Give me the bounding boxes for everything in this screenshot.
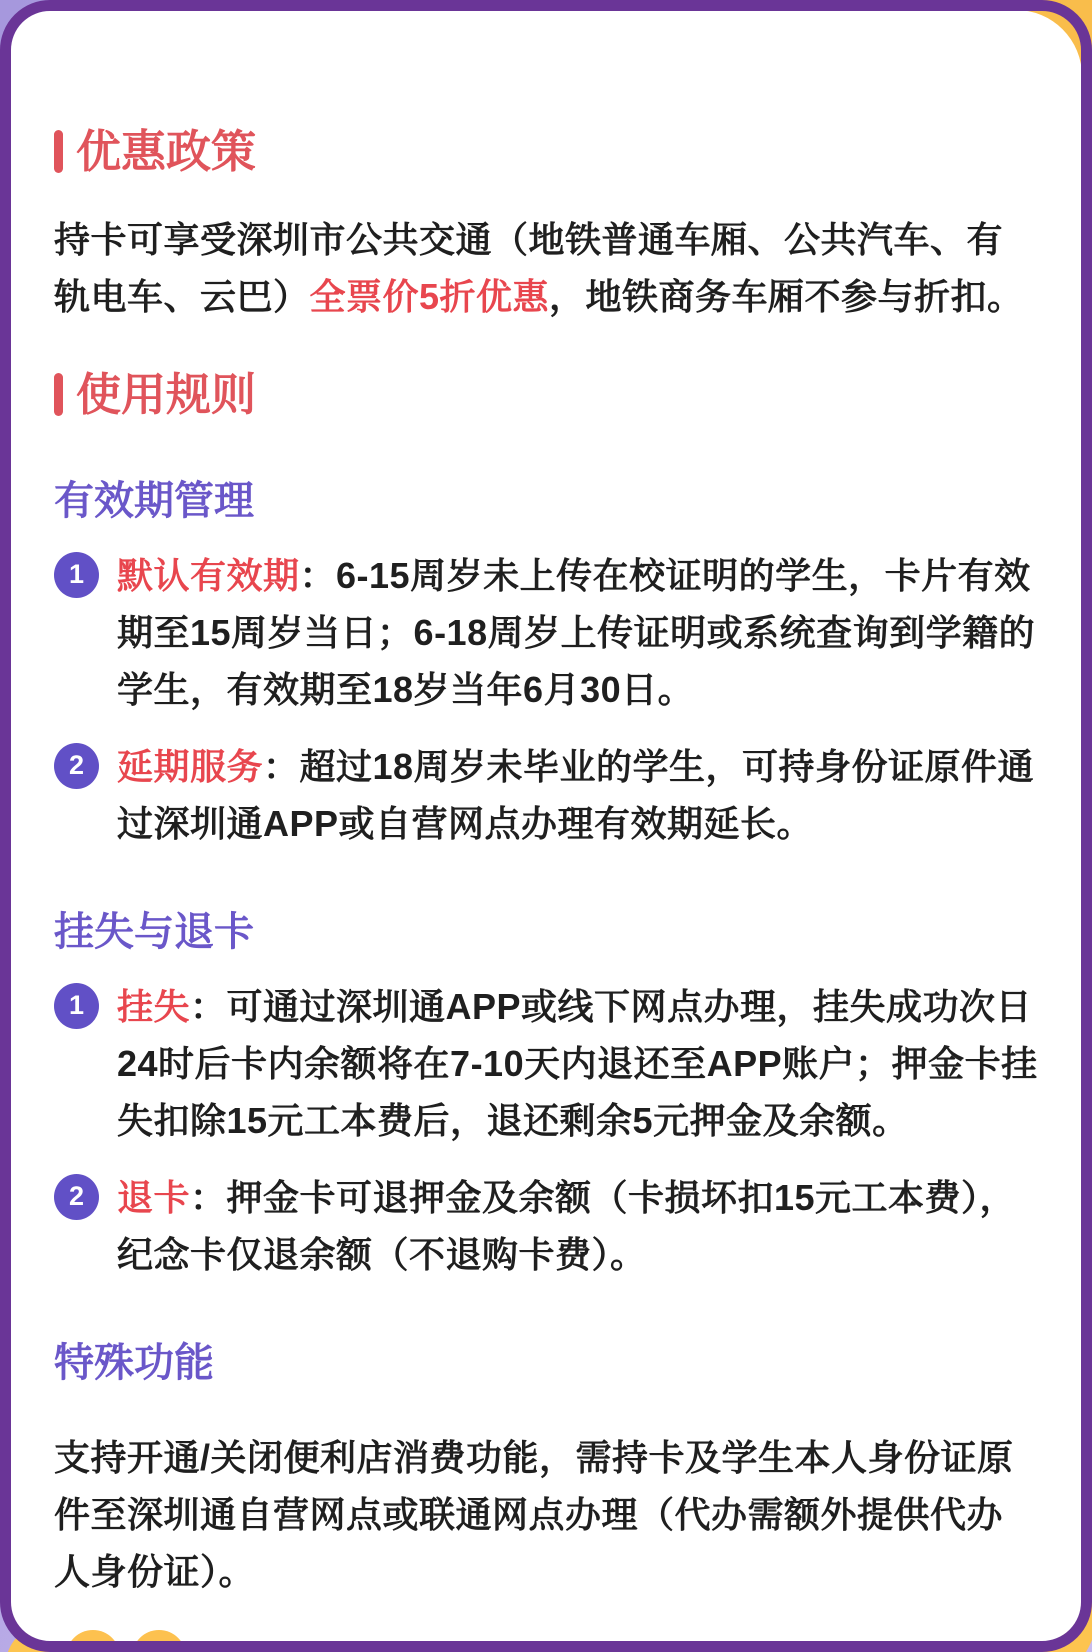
item-label: 延期服务 [117,745,264,787]
discount-highlight: 全票价5折优惠 [309,276,550,318]
item-body: ：6-15周岁未上传在校证明的学生，卡片有效期至15周岁当日；6-18周岁上传证明或系统查询到学籍的学生，有效期至18岁当年6月30日。 [117,554,1036,710]
discount-policy-paragraph [54,211,1038,325]
item-body: ：可通过深圳通APP或线下网点办理，挂失成功次日24时后卡内余额将在7-10天内退还至APP账户；押金卡挂失扣除15元工本费后，退还剩余5元押金及余额。 [117,985,1038,1141]
item-body: ：押金卡可退押金及余额（卡损坏扣15元工本费），纪念卡仅退余额（不退购卡费）。 [117,1176,1017,1275]
discount-text-post: ，地铁商务车厢不参与折扣。 [549,276,1024,318]
item-text [117,738,1038,852]
section-title-text: 使用规则 [76,369,257,421]
section-accent-bar-icon [54,130,63,173]
number-badge-2-icon: 2 [54,743,99,789]
section-title-discount-policy [54,128,1038,175]
subsection-title-loss-return: 挂失与退卡 [54,909,254,954]
item-label: 挂失 [117,985,191,1027]
item-text [117,1169,1038,1283]
discount-text-pre: 持卡可享受深圳市公共交通（地铁普通车厢、公共汽车、有轨电车、云巴） [54,219,1004,318]
section-accent-bar-icon [54,373,63,416]
item-text [117,547,1038,718]
number-badge-1-icon: 1 [54,983,99,1029]
number-badge-2-icon: 2 [54,1174,99,1220]
list-item-default-validity [54,547,1038,718]
item-body: ：超过18周岁未毕业的学生，可持身份证原件通过深圳通APP或自营网点办理有效期延长。 [117,745,1035,844]
section-title-usage-rules [54,369,1038,421]
list-item-extension-service [54,738,1038,852]
item-label: 默认有效期 [117,554,300,596]
list-item-card-return [54,1169,1038,1283]
subsection-title-special-functions: 特殊功能 [54,1340,214,1385]
number-badge-1-icon: 1 [54,552,99,598]
item-label: 退卡 [117,1176,191,1218]
special-functions-paragraph: 支持开通/关闭便利店消费功能，需持卡及学生本人身份证原件至深圳通自营网点或联通网点办理（代办需额外提供代办人身份证）。 [54,1436,1014,1592]
subsection-title-validity: 有效期管理 [54,478,254,523]
list-item-loss-report [54,978,1038,1149]
card-content [10,10,1082,1642]
item-text [117,978,1038,1149]
section-title-text: 优惠政策 [76,126,257,177]
